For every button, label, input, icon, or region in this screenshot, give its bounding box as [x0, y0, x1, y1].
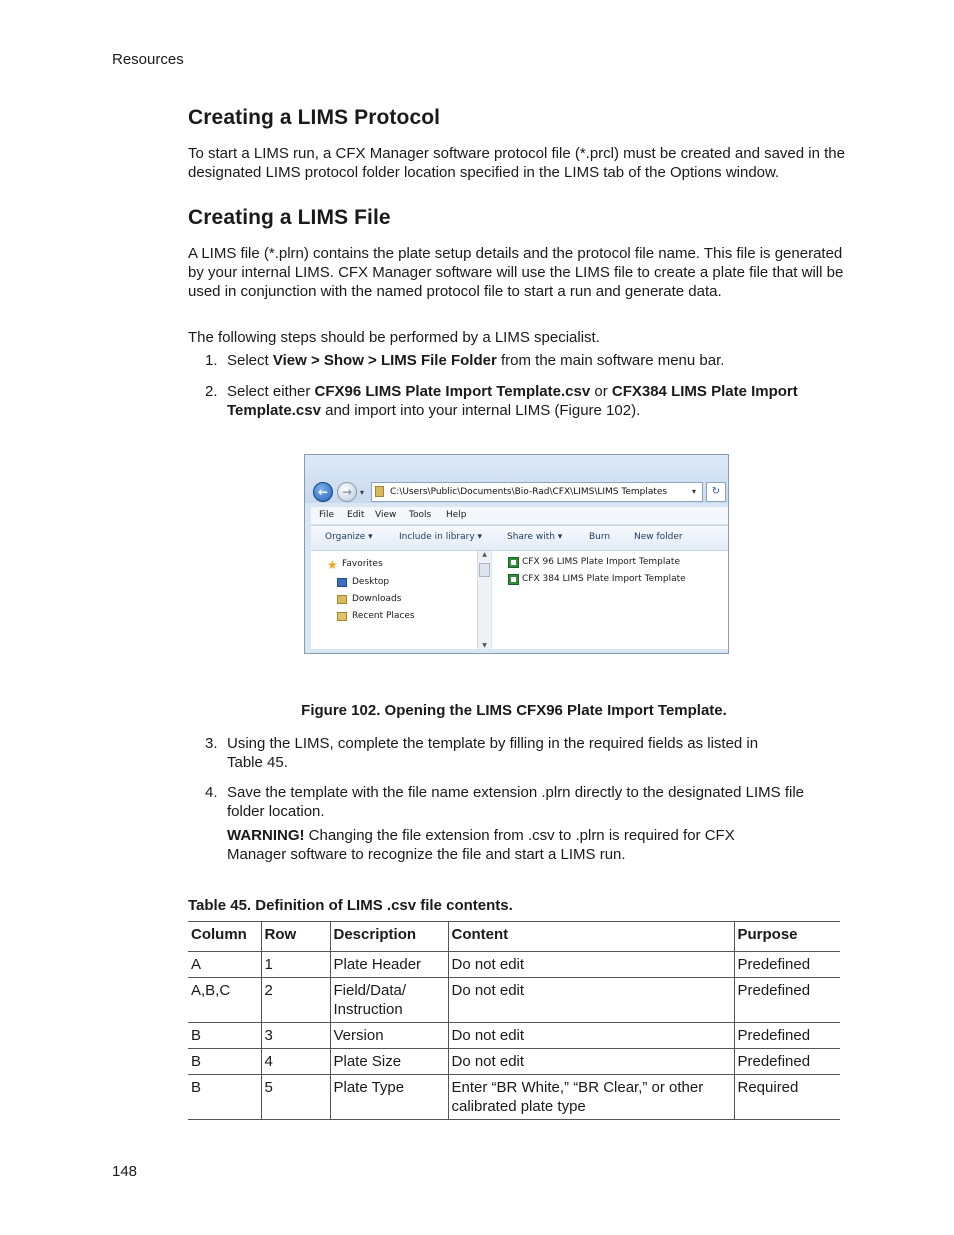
cell-description: Plate Size	[330, 1049, 448, 1075]
include-in-library-button[interactable]: Include in library ▾	[399, 532, 483, 542]
cell-row: 3	[261, 1023, 330, 1049]
page-number: 148	[112, 1163, 138, 1180]
step-text: Save the template with the file name extension .plrn directly to the designated LIMS file folder location.	[227, 784, 804, 820]
nav-label: Favorites	[342, 559, 383, 569]
desktop-icon	[337, 578, 347, 587]
cell-column: B	[188, 1075, 261, 1120]
cell-content: Do not edit	[448, 978, 734, 1023]
step-1	[205, 351, 845, 370]
header-column: Column	[188, 922, 261, 952]
table-row	[188, 1075, 840, 1120]
step-text: or	[590, 383, 612, 400]
step-number: 1.	[205, 352, 218, 369]
menu-edit[interactable]: Edit	[347, 510, 365, 520]
step-text: Using the LIMS, complete the template by filling in the required fields as listed in Table 45.	[227, 735, 759, 771]
cell-purpose: Predefined	[734, 978, 840, 1023]
step-emphasis: CFX96 LIMS Plate Import Template.csv	[314, 383, 591, 400]
scroll-up-icon[interactable]: ▲	[482, 551, 487, 558]
address-path: C:\Users\Public\Documents\Bio-Rad\CFX\LIMS\LIMS Templates	[390, 487, 668, 497]
menu-tools[interactable]: Tools	[409, 510, 432, 520]
nav-label: Recent Places	[352, 611, 415, 621]
menu-help[interactable]: Help	[446, 510, 467, 520]
cell-description: Field/Data/ Instruction	[330, 978, 448, 1023]
scrollbar-thumb[interactable]	[479, 563, 490, 577]
forward-arrow-icon[interactable]: →	[337, 482, 357, 502]
table-caption: Table 45. Definition of LIMS .csv file contents.	[188, 897, 513, 914]
recent-places-icon	[337, 612, 347, 621]
figure-caption: Figure 102. Opening the LIMS CFX96 Plate Import Template.	[301, 702, 727, 719]
navigation-pane	[311, 551, 491, 649]
share-with-button[interactable]: Share with ▾	[507, 532, 563, 542]
cell-row: 5	[261, 1075, 330, 1120]
header-description: Description	[330, 922, 448, 952]
table-row	[188, 1023, 840, 1049]
cell-content: Do not edit	[448, 952, 734, 978]
csv-file-icon	[508, 574, 519, 585]
step-text: Select either	[227, 383, 315, 400]
warning-note	[205, 826, 845, 864]
burn-button[interactable]: Burn	[589, 532, 611, 542]
cell-column: B	[188, 1049, 261, 1075]
step-2	[205, 382, 845, 420]
section-title-lims-protocol: Creating a LIMS Protocol	[188, 106, 441, 129]
warning-label: WARNING!	[227, 827, 305, 844]
history-dropdown-icon[interactable]: ▾	[360, 488, 365, 497]
csv-file-icon	[508, 557, 519, 568]
cell-content: Enter “BR White,” “BR Clear,” or other calibrated plate type	[448, 1075, 734, 1120]
step-3	[205, 734, 845, 772]
cell-row: 1	[261, 952, 330, 978]
header-purpose: Purpose	[734, 922, 840, 952]
cell-column: A	[188, 952, 261, 978]
cell-content: Do not edit	[448, 1023, 734, 1049]
navigation-scrollbar[interactable]	[477, 551, 491, 649]
cell-purpose: Predefined	[734, 1023, 840, 1049]
step-number: 2.	[205, 383, 218, 400]
file-name: CFX 96 LIMS Plate Import Template	[522, 557, 680, 567]
file-list	[492, 551, 728, 649]
star-icon: ★	[327, 558, 338, 572]
step-number: 4.	[205, 784, 218, 801]
menu-view[interactable]: View	[375, 510, 397, 520]
running-header: Resources	[112, 51, 184, 68]
step-text: and import into your internal LIMS (Figure 102).	[320, 402, 641, 419]
chevron-down-icon[interactable]: ▾	[691, 487, 696, 496]
section-body-lims-protocol: To start a LIMS run, a CFX Manager software protocol file (*.prcl) must be created and saved in the designated LIMS protocol folder location specified in the LIMS tab of the Options window.	[188, 145, 845, 181]
cell-description: Version	[330, 1023, 448, 1049]
section-title-lims-file: Creating a LIMS File	[188, 206, 391, 229]
header-content: Content	[448, 922, 734, 952]
lims-csv-definition-table	[188, 921, 840, 1120]
section-body-lims-file: A LIMS file (*.plrn) contains the plate setup details and the protocol file name. This file is generated by your internal LIMS. CFX Manager software will use the LIMS file to create a plate file that will be used in conjunction with the named protocol file to start a run and generate data.	[188, 245, 844, 300]
explorer-screenshot	[304, 454, 729, 654]
downloads-folder-icon	[337, 595, 347, 604]
file-name: CFX 384 LIMS Plate Import Template	[522, 574, 686, 584]
folder-icon	[375, 486, 384, 497]
cell-purpose: Predefined	[734, 952, 840, 978]
step-4	[205, 783, 845, 821]
cell-row: 4	[261, 1049, 330, 1075]
scroll-down-icon[interactable]: ▼	[482, 642, 487, 649]
step-number: 3.	[205, 735, 218, 752]
organize-button[interactable]: Organize ▾	[325, 532, 373, 542]
table-row	[188, 1049, 840, 1075]
step-emphasis: View > Show > LIMS File Folder	[272, 352, 497, 369]
command-bar	[311, 525, 728, 551]
nav-label: Downloads	[352, 594, 402, 604]
address-input[interactable]	[371, 482, 703, 502]
cell-content: Do not edit	[448, 1049, 734, 1075]
cell-description: Plate Type	[330, 1075, 448, 1120]
table-row	[188, 952, 840, 978]
menu-file[interactable]: File	[319, 510, 335, 520]
back-arrow-icon[interactable]: ←	[313, 482, 333, 502]
cell-row: 2	[261, 978, 330, 1023]
cell-column: A,B,C	[188, 978, 261, 1023]
cell-description: Plate Header	[330, 952, 448, 978]
nav-label: Desktop	[352, 577, 390, 587]
step-text: from the main software menu bar.	[496, 352, 725, 369]
warning-text: Changing the file extension from .csv to .plrn is required for CFX Manager software to recognize the file and start a LIMS run.	[227, 827, 735, 863]
table-row	[188, 978, 840, 1023]
header-row: Row	[261, 922, 330, 952]
table-header-row	[188, 922, 840, 952]
step-emphasis: CFX384 LIMS Plate Import Template.csv	[227, 383, 798, 419]
steps-intro: The following steps should be performed by a LIMS specialist.	[188, 329, 600, 346]
step-text: Select	[227, 352, 273, 369]
refresh-icon[interactable]: ↻	[706, 482, 726, 502]
cell-purpose: Predefined	[734, 1049, 840, 1075]
cell-purpose: Required	[734, 1075, 840, 1120]
new-folder-button[interactable]: New folder	[634, 532, 683, 542]
menu-bar	[311, 507, 728, 524]
cell-column: B	[188, 1023, 261, 1049]
